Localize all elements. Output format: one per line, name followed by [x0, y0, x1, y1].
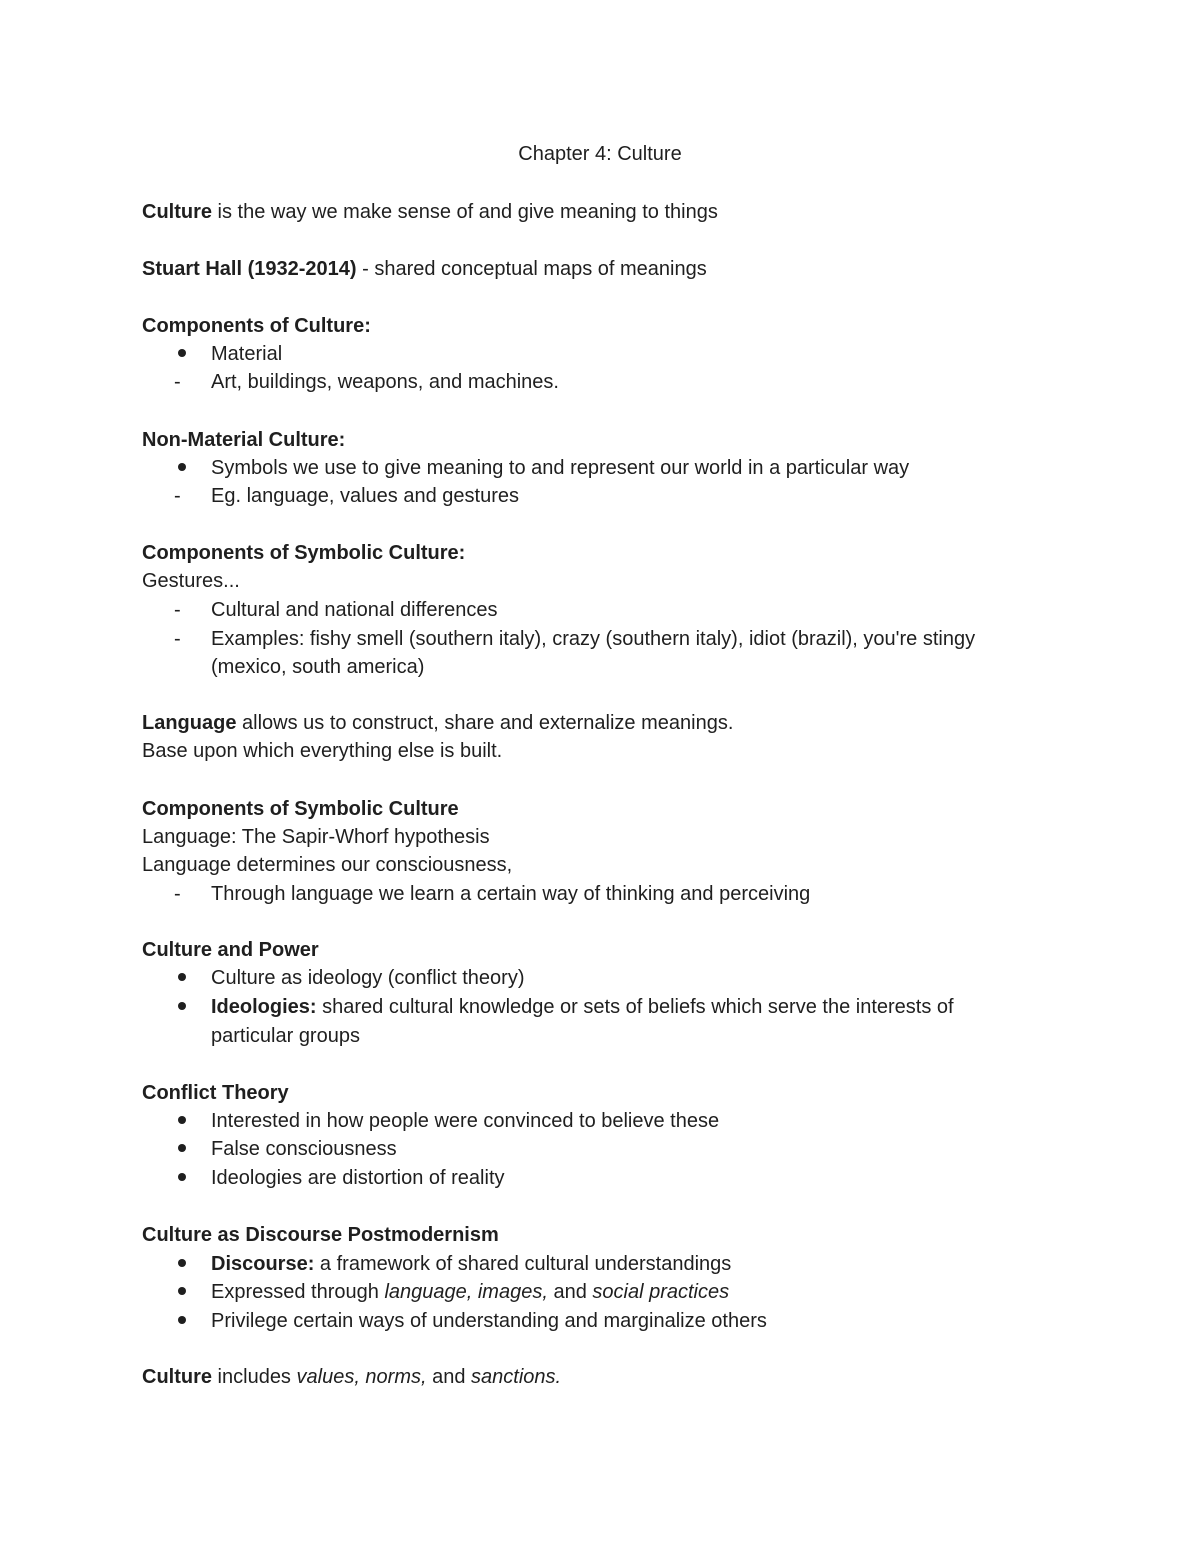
- bullet-icon: [174, 1279, 182, 1305]
- list-item: Cultural and national differences: [211, 599, 498, 621]
- list-item: Symbols we use to give meaning to and represent our world in a particular way: [211, 457, 910, 479]
- heading-text: Components of Symbolic Culture:: [142, 542, 466, 564]
- list-item: Through language we learn a certain way of thinking and perceiving: [211, 883, 811, 905]
- heading-text: Culture as Discourse Postmodernism: [142, 1224, 499, 1246]
- heading-non-material-culture: [142, 427, 345, 453]
- term-culture: Culture: [142, 201, 212, 223]
- term-discourse: Discourse:: [211, 1253, 315, 1275]
- culture-definition: [142, 199, 718, 225]
- term-culture-final: Culture: [142, 1366, 212, 1388]
- text-segment: Expressed through: [211, 1281, 385, 1303]
- language-text: allows us to construct, share and externalize meanings.: [236, 712, 734, 734]
- heading-text: Culture and Power: [142, 939, 319, 961]
- discourse-text: a framework of shared cultural understandings: [314, 1253, 732, 1275]
- italic-segment: sanctions.: [471, 1366, 562, 1388]
- list-item: Culture as ideology (conflict theory): [211, 967, 525, 989]
- bullet-icon: [174, 1108, 182, 1134]
- heading-components-of-symbolic-culture: [142, 540, 465, 566]
- list-item: Art, buildings, weapons, and machines.: [211, 371, 559, 393]
- consciousness-line: Language determines our consciousness,: [142, 854, 513, 876]
- list-item: Examples: fishy smell (southern italy), crazy (southern italy), idiot (brazil), you're stingy: [211, 628, 976, 650]
- stuart-hall-text: - shared conceptual maps of meanings: [356, 258, 707, 280]
- bullet-icon: [174, 1308, 182, 1334]
- ideologies-text: shared cultural knowledge or sets of beliefs which serve the interests of: [316, 996, 954, 1018]
- term-language: Language: [142, 712, 237, 734]
- dash-icon: -: [174, 599, 181, 621]
- list-item: [211, 1251, 731, 1277]
- dash-icon: -: [174, 371, 181, 393]
- base-line: Base upon which everything else is built.: [142, 740, 503, 762]
- bullet-icon: [174, 341, 182, 367]
- list-item: Interested in how people were convinced to believe these: [211, 1110, 720, 1132]
- text-segment: and: [547, 1281, 593, 1303]
- heading-culture-and-power: [142, 937, 319, 963]
- list-item: [211, 994, 954, 1020]
- list-item: False consciousness: [211, 1138, 397, 1160]
- list-item: Material: [211, 343, 283, 365]
- dash-icon: -: [174, 883, 181, 905]
- heading-text: Non-Material Culture:: [142, 429, 346, 451]
- heading-components-of-symbolic-culture-2: [142, 796, 459, 822]
- bullet-icon: [174, 965, 182, 991]
- bullet-icon: [174, 1165, 182, 1191]
- heading-text: Components of Culture:: [142, 315, 371, 337]
- heading-text: Conflict Theory: [142, 1082, 289, 1104]
- stuart-hall-line: [142, 256, 707, 282]
- culture-definition-text: is the way we make sense of and give meaning to things: [212, 201, 718, 223]
- text-segment: and: [426, 1366, 472, 1388]
- heading-components-of-culture: [142, 313, 371, 339]
- list-item-continuation: (mexico, south america): [211, 656, 425, 678]
- final-culture-line: [142, 1364, 561, 1390]
- term-ideologies: Ideologies:: [211, 996, 317, 1018]
- heading-culture-as-discourse: [142, 1222, 499, 1248]
- gestures-line: Gestures...: [142, 570, 240, 592]
- list-item: Ideologies are distortion of reality: [211, 1167, 505, 1189]
- bullet-icon: [174, 1136, 182, 1162]
- list-item-continuation: particular groups: [211, 1025, 360, 1047]
- list-item: [211, 1279, 729, 1305]
- heading-conflict-theory: [142, 1080, 289, 1106]
- italic-segment: language, images,: [384, 1281, 548, 1303]
- page-title: Chapter 4: Culture: [518, 143, 682, 165]
- heading-text: Components of Symbolic Culture: [142, 798, 459, 820]
- term-stuart-hall: Stuart Hall (1932-2014): [142, 258, 357, 280]
- bullet-icon: [174, 994, 182, 1020]
- italic-segment: social practices: [592, 1281, 730, 1303]
- bullet-icon: [174, 1251, 182, 1277]
- language-line: [142, 710, 733, 736]
- list-item: Eg. language, values and gestures: [211, 485, 519, 507]
- text-segment: includes: [212, 1366, 297, 1388]
- sapir-whorf-line: Language: The Sapir-Whorf hypothesis: [142, 826, 490, 848]
- bullet-icon: [174, 455, 182, 481]
- dash-icon: -: [174, 628, 181, 650]
- italic-segment: values, norms,: [296, 1366, 427, 1388]
- list-item: Privilege certain ways of understanding and marginalize others: [211, 1310, 767, 1332]
- dash-icon: -: [174, 485, 181, 507]
